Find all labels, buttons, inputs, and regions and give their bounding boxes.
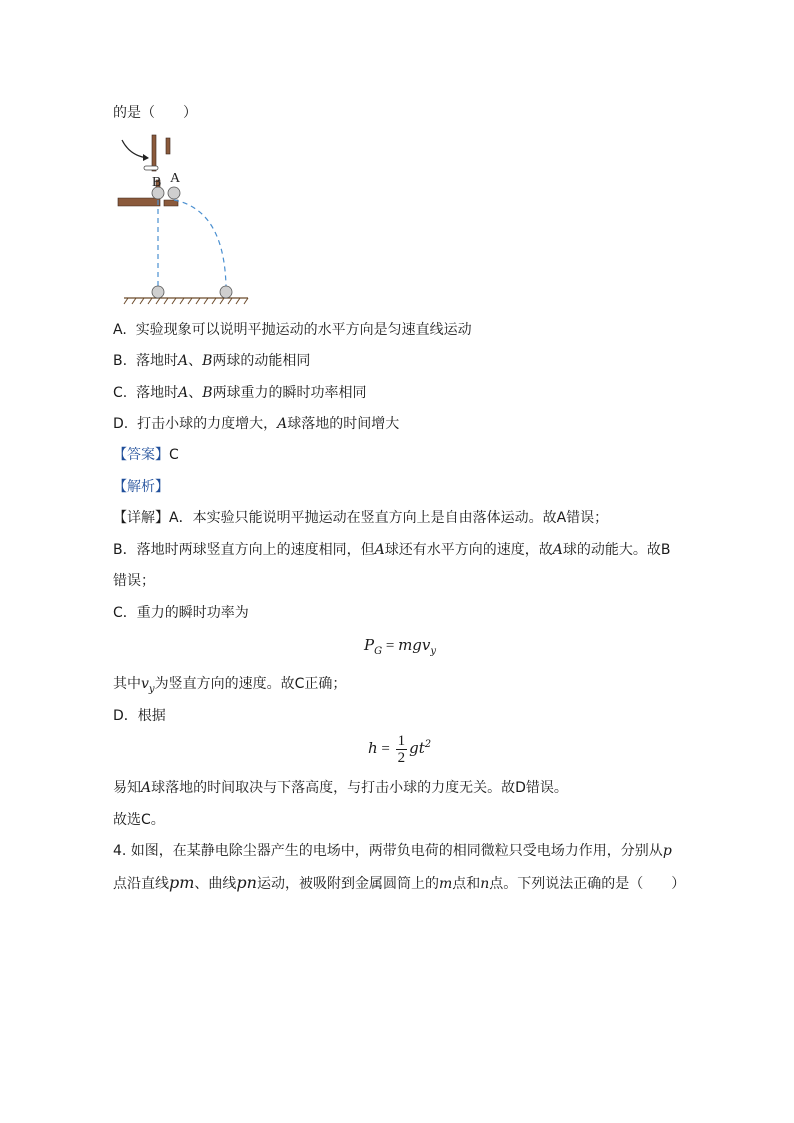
option-b: B. 落地时A、B两球的动能相同 <box>113 353 311 369</box>
option-a: A. 实验现象可以说明平抛运动的水平方向是匀速直线运动 <box>113 322 472 338</box>
arrow-head-icon <box>143 154 149 161</box>
conclusion: 故选C。 <box>113 812 165 828</box>
detail-b-line2: 错误； <box>113 573 155 589</box>
hammer-stop <box>166 138 170 154</box>
detail-c: C．重力的瞬时功率为 <box>113 605 249 621</box>
option-c: C. 落地时A、B两球重力的瞬时功率相同 <box>113 385 367 401</box>
detail-b-line1: B．落地时两球竖直方向上的速度相同，但A球还有水平方向的速度，故A球的动能大。故B <box>113 542 671 558</box>
answer-line <box>113 445 179 465</box>
detail-d: D．根据 <box>113 708 166 724</box>
trajectory-a <box>174 200 226 286</box>
ball-a-landed <box>220 286 232 298</box>
ball-b-landed <box>152 286 164 298</box>
experiment-figure <box>112 130 262 310</box>
answer-label: 【答案】 <box>113 447 169 463</box>
detail-c-line2: 其中$v_y$为竖直方向的速度。故C正确； <box>113 676 347 695</box>
question-stem-tail: 的是（ ） <box>113 105 197 121</box>
spring-clip-icon <box>144 166 158 170</box>
answer-value: C <box>169 447 179 463</box>
detail-d-line2: 易知A球落地的时间取决与下落高度，与打击小球的力度无关。故D错误。 <box>113 780 568 796</box>
question4-line2: 点沿直线pm、曲线pn运动，被吸附到金属圆筒上的m点和n点。下列说法正确的是（ ） <box>113 873 686 892</box>
analysis-label: 【解析】 <box>113 479 169 495</box>
formula-free-fall: h = $\frac{1}{2}$ $gt^2$ <box>368 733 432 766</box>
ball-a-label: A <box>170 171 181 186</box>
ball-b-label: B <box>152 175 162 190</box>
question4-line1: 4. 如图，在某静电除尘器产生的电场中，两带负电荷的相同微粒只受电场力作用，分别从p <box>113 843 672 859</box>
ball-a-start <box>168 187 180 199</box>
ground-hatching <box>124 298 248 304</box>
formula-power: $P_G = mgv_y$ <box>364 636 437 657</box>
detail-a: 【详解】A．本实验只能说明平抛运动在竖直方向上是自由落体运动。故A错误； <box>113 510 609 526</box>
detail-label: 【详解】 <box>113 510 169 526</box>
option-d: D. 打击小球的力度增大，A球落地的时间增大 <box>113 416 400 432</box>
